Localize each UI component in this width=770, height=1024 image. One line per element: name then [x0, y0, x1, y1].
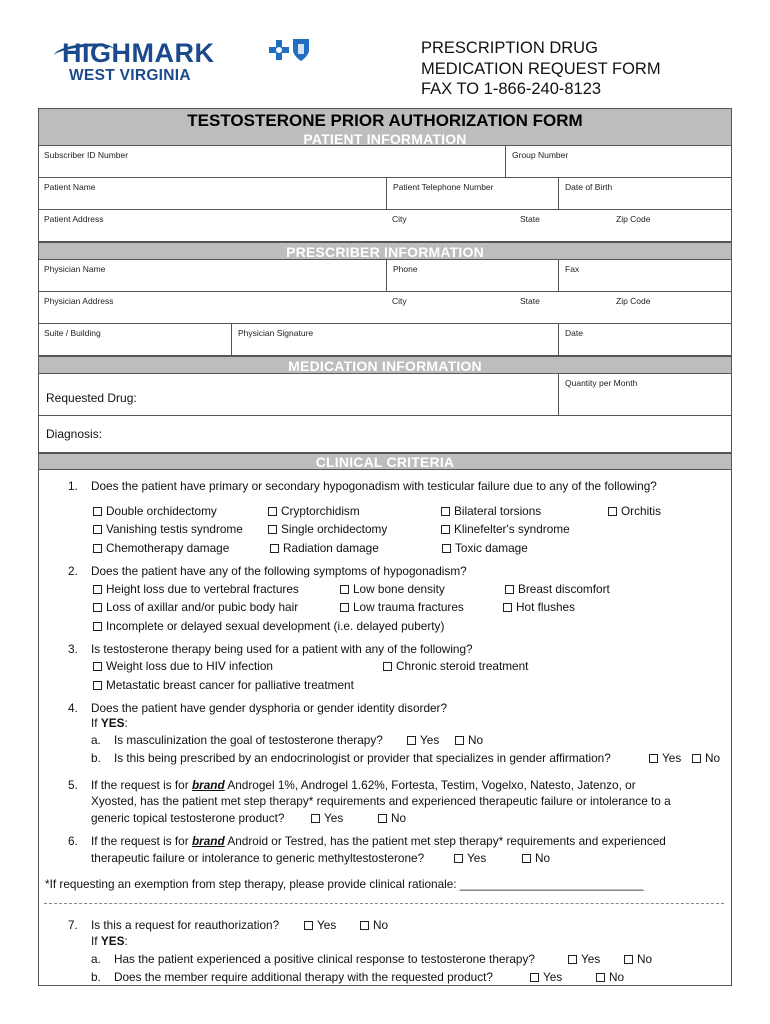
- question-4: 4. Does the patient have gender dysphoria or gender identity disorder?: [68, 701, 448, 715]
- question-3: 3. Is testosterone therapy being used for a patient with any of the following?: [68, 642, 473, 656]
- checkbox[interactable]: [93, 662, 102, 671]
- checkbox[interactable]: [93, 603, 102, 612]
- physician-state-field[interactable]: [514, 292, 610, 323]
- logo-region-text: WEST VIRGINIA: [69, 67, 191, 84]
- checkbox[interactable]: [268, 525, 277, 534]
- physician-fax-label: Fax: [565, 264, 580, 274]
- q1-option-10[interactable]: [442, 541, 528, 555]
- if-yes-bold: YES: [100, 716, 125, 730]
- highmark-logo: [54, 34, 269, 92]
- q1-option-7[interactable]: [441, 522, 570, 536]
- q2-option-2[interactable]: [340, 582, 445, 596]
- blue-cross-icon: [269, 40, 289, 60]
- patient-address-label: Patient Address: [44, 214, 104, 224]
- patient-address-field[interactable]: [38, 210, 386, 241]
- physician-name-label: Physician Name: [44, 264, 106, 274]
- patient-row-1: [38, 146, 732, 178]
- checkbox[interactable]: [270, 544, 279, 553]
- checkbox[interactable]: [311, 814, 320, 823]
- medication-band: [38, 356, 732, 374]
- physician-signature-label: Physician Signature: [238, 328, 314, 338]
- patient-name-label: Patient Name: [44, 182, 96, 192]
- yes-label: Yes: [324, 811, 344, 825]
- checkbox[interactable]: [454, 854, 463, 863]
- physician-address-field[interactable]: [38, 292, 386, 323]
- checkbox[interactable]: [93, 622, 102, 631]
- q6-line-1-rest: Android or Testred, has the patient met step therapy* requirements and experienced: [224, 834, 666, 848]
- q3-option-3-label: Metastatic breast cancer for palliative treatment: [106, 678, 354, 692]
- q2-option-4-label: Loss of axillar and/or pubic body hair: [106, 600, 299, 614]
- prescriber-row-3: [38, 324, 732, 356]
- q1-option-9[interactable]: [270, 541, 379, 555]
- physician-fax-field[interactable]: [558, 260, 732, 291]
- q5-brand: brand: [191, 778, 225, 792]
- no-label: No: [391, 811, 407, 825]
- q4b-yes[interactable]: [649, 751, 681, 765]
- q1-option-8-label: Chemotherapy damage: [106, 541, 230, 555]
- if-yes-suffix: :: [124, 716, 128, 730]
- checkbox[interactable]: [596, 973, 605, 982]
- medication-row-2: [38, 416, 732, 453]
- quantity-label: Quantity per Month: [565, 378, 638, 388]
- if-yes-bold: YES: [100, 934, 125, 948]
- checkbox[interactable]: [93, 544, 102, 553]
- prescriber-row-1: [38, 260, 732, 292]
- q1-option-3[interactable]: [441, 504, 541, 518]
- physician-state-label: State: [520, 296, 540, 306]
- requested-drug-label: Requested Drug:: [46, 391, 137, 405]
- q1-option-9-label: Radiation damage: [283, 541, 379, 555]
- patient-phone-field[interactable]: [386, 178, 558, 209]
- rationale-line[interactable]: [44, 903, 724, 904]
- diagnosis-label: Diagnosis:: [46, 427, 103, 441]
- checkbox[interactable]: [505, 585, 514, 594]
- q1-option-2-label: Cryptorchidism: [281, 504, 360, 518]
- question-6-line-2: therapeutic failure or intolerance to generic methyltestosterone?: [91, 851, 425, 865]
- question-5-line-3: generic topical testosterone product?: [91, 811, 285, 825]
- physician-phone-label: Phone: [393, 264, 418, 274]
- checkbox[interactable]: [692, 754, 701, 763]
- checkbox[interactable]: [649, 754, 658, 763]
- if-yes-prefix: If: [91, 716, 101, 730]
- patient-name-field[interactable]: [38, 178, 386, 209]
- q2-option-5[interactable]: [340, 600, 464, 614]
- question-4b: b. Is this being prescribed by an endocrinologist or provider that specializes in gender affirmation?: [91, 751, 611, 765]
- blue-shield-icon: [292, 38, 310, 62]
- checkbox[interactable]: [93, 681, 102, 690]
- q2-option-7-label: Incomplete or delayed sexual development (i.e. delayed puberty): [106, 619, 445, 633]
- medication-row-1: [38, 374, 732, 416]
- q7b-no[interactable]: [596, 970, 624, 984]
- q1-option-6-label: Single orchidectomy: [281, 522, 388, 536]
- yes-label: Yes: [662, 751, 682, 765]
- checkbox[interactable]: [441, 507, 450, 516]
- question-7a: a. Has the patient experienced a positive clinical response to testosterone therapy?: [91, 952, 535, 966]
- checkbox[interactable]: [568, 955, 577, 964]
- q2-option-4[interactable]: [93, 600, 298, 614]
- question-6-line-1: [68, 834, 666, 848]
- physician-name-field[interactable]: [38, 260, 386, 291]
- header-line-2: MEDICATION REQUEST FORM: [421, 59, 661, 78]
- no-label: No: [705, 751, 721, 765]
- title-band: [38, 108, 732, 146]
- q3-option-2-label: Chronic steroid treatment: [396, 659, 529, 673]
- no-label: No: [468, 733, 484, 747]
- patient-city-field[interactable]: [386, 210, 514, 241]
- patient-zip-label: Zip Code: [616, 214, 651, 224]
- q2-option-6-label: Hot flushes: [516, 600, 576, 614]
- checkbox[interactable]: [624, 955, 633, 964]
- checkbox[interactable]: [442, 544, 451, 553]
- q7b-yes[interactable]: [530, 970, 562, 984]
- form-title: TESTOSTERONE PRIOR AUTHORIZATION FORM: [187, 111, 583, 130]
- q4b-no[interactable]: [692, 751, 720, 765]
- q5-line-1-rest: Androgel 1%, Androgel 1.62%, Fortesta, Testim, Vogelxo, Natesto, Jatenzo, or: [224, 778, 636, 792]
- q3-option-1[interactable]: [93, 659, 273, 673]
- patient-info-heading: PATIENT INFORMATION: [303, 131, 467, 147]
- question-7b: b. Does the member require additional therapy with the requested product?: [91, 970, 493, 984]
- checkbox[interactable]: [340, 603, 349, 612]
- subscriber-id-label: Subscriber ID Number: [44, 150, 129, 160]
- question-5-line-1: [68, 778, 636, 792]
- medication-info-heading: MEDICATION INFORMATION: [288, 358, 482, 374]
- prescriber-row-2: [38, 292, 732, 324]
- patient-zip-field[interactable]: [610, 210, 732, 241]
- prescriber-band: [38, 242, 732, 260]
- checkbox[interactable]: [407, 736, 416, 745]
- yes-label: Yes: [317, 918, 337, 932]
- q1-option-10-label: Toxic damage: [455, 541, 528, 555]
- prescriber-info-heading: PRESCRIBER INFORMATION: [286, 244, 484, 260]
- clinical-band: [38, 453, 732, 470]
- q7-yes[interactable]: [304, 918, 336, 932]
- no-label: No: [373, 918, 389, 932]
- patient-state-label: State: [520, 214, 540, 224]
- physician-zip-label: Zip Code: [616, 296, 651, 306]
- q2-option-2-label: Low bone density: [353, 582, 445, 596]
- question-4a: a. Is masculinization the goal of testosterone therapy?: [91, 733, 383, 747]
- checkbox[interactable]: [503, 603, 512, 612]
- q3-option-1-label: Weight loss due to HIV infection: [106, 659, 273, 673]
- checkbox[interactable]: [378, 814, 387, 823]
- q2-option-3[interactable]: [505, 582, 610, 596]
- patient-city-label: City: [392, 214, 407, 224]
- q1-option-4[interactable]: [608, 504, 661, 518]
- q1-option-7-label: Klinefelter's syndrome: [454, 522, 570, 536]
- q7-if-yes: [91, 934, 128, 948]
- q2-option-6[interactable]: [503, 600, 575, 614]
- physician-zip-field[interactable]: [610, 292, 732, 323]
- q1-option-4-label: Orchitis: [621, 504, 661, 518]
- q6-brand: brand: [191, 834, 225, 848]
- q2-option-1-label: Height loss due to vertebral fractures: [106, 582, 299, 596]
- q6-no[interactable]: [522, 851, 550, 865]
- subscriber-id-field[interactable]: [38, 146, 505, 177]
- yes-label: Yes: [543, 970, 563, 984]
- checkbox[interactable]: [383, 662, 392, 671]
- yes-label: Yes: [467, 851, 487, 865]
- checkbox[interactable]: [304, 921, 313, 930]
- signature-date-field[interactable]: [558, 324, 732, 355]
- logo-brand-text: HIGHMARK: [62, 38, 215, 68]
- dob-field[interactable]: [558, 178, 732, 209]
- q1-option-5[interactable]: [93, 522, 243, 536]
- question-2: 2. Does the patient have any of the following symptoms of hypogonadism?: [68, 564, 467, 578]
- checkbox[interactable]: [93, 507, 102, 516]
- quantity-field[interactable]: [558, 374, 732, 415]
- q4-if-yes: [91, 716, 128, 730]
- physician-signature-field[interactable]: [231, 324, 558, 355]
- if-yes-prefix: If: [91, 934, 101, 948]
- dob-label: Date of Birth: [565, 182, 613, 192]
- q5-prefix: 5. If the request is for: [68, 778, 192, 792]
- checkbox[interactable]: [268, 507, 277, 516]
- q7-no[interactable]: [360, 918, 388, 932]
- checkbox[interactable]: [93, 525, 102, 534]
- q6-yes[interactable]: [454, 851, 486, 865]
- q3-option-3[interactable]: [93, 678, 354, 692]
- if-yes-suffix: :: [124, 934, 128, 948]
- patient-phone-label: Patient Telephone Number: [393, 182, 494, 192]
- question-7: 7. Is this a request for reauthorization?: [68, 918, 280, 932]
- group-number-label: Group Number: [512, 150, 569, 160]
- no-label: No: [609, 970, 625, 984]
- q2-option-5-label: Low trauma fractures: [353, 600, 464, 614]
- question-1: 1. Does the patient have primary or secondary hypogonadism with testicular failure due to any of the following?: [68, 479, 657, 493]
- q7a-no[interactable]: [624, 952, 652, 966]
- q1-option-6[interactable]: [268, 522, 387, 536]
- physician-address-label: Physician Address: [44, 296, 114, 306]
- signature-date-label: Date: [565, 328, 583, 338]
- q1-option-5-label: Vanishing testis syndrome: [106, 522, 243, 536]
- form-header-text: [421, 38, 661, 100]
- q1-option-8[interactable]: [93, 541, 229, 555]
- checkbox[interactable]: [530, 973, 539, 982]
- q1-option-1[interactable]: [93, 504, 217, 518]
- checkbox[interactable]: [340, 585, 349, 594]
- q4a-no[interactable]: [455, 733, 483, 747]
- no-label: No: [535, 851, 551, 865]
- requested-drug-field[interactable]: [38, 374, 558, 415]
- q2-option-3-label: Breast discomfort: [518, 582, 610, 596]
- question-5-line-2: Xyosted, has the patient met step therapy* requirements and experienced therapeutic failure or intolerance to a: [91, 794, 671, 808]
- patient-state-field[interactable]: [514, 210, 610, 241]
- q1-option-1-label: Double orchidectomy: [106, 504, 217, 518]
- header-line-1: PRESCRIPTION DRUG: [421, 39, 598, 57]
- q2-option-7[interactable]: [93, 619, 444, 633]
- q2-option-1[interactable]: [93, 582, 299, 596]
- q7a-yes[interactable]: [568, 952, 600, 966]
- checkbox[interactable]: [455, 736, 464, 745]
- yes-label: Yes: [420, 733, 440, 747]
- yes-label: Yes: [581, 952, 601, 966]
- group-number-field[interactable]: [505, 146, 732, 177]
- checkbox[interactable]: [441, 525, 450, 534]
- q5-no[interactable]: [378, 811, 406, 825]
- diagnosis-field[interactable]: [38, 416, 732, 452]
- header-line-3: FAX TO 1-866-240-8123: [421, 80, 602, 98]
- checkbox[interactable]: [360, 921, 369, 930]
- q1-option-3-label: Bilateral torsions: [454, 504, 542, 518]
- patient-row-2: [38, 178, 732, 210]
- no-label: No: [637, 952, 653, 966]
- checkbox[interactable]: [522, 854, 531, 863]
- physician-phone-field[interactable]: [386, 260, 558, 291]
- q4a-yes[interactable]: [407, 733, 439, 747]
- physician-city-field[interactable]: [386, 292, 514, 323]
- step-therapy-rationale[interactable]: *If requesting an exemption from step therapy, please provide clinical rationale: ____________________________: [45, 877, 644, 891]
- suite-field[interactable]: [38, 324, 231, 355]
- suite-label: Suite / Building: [44, 328, 101, 338]
- q5-yes[interactable]: [311, 811, 343, 825]
- clinical-criteria-heading: CLINICAL CRITERIA: [315, 454, 455, 470]
- q6-prefix: 6. If the request is for: [68, 834, 192, 848]
- physician-city-label: City: [392, 296, 407, 306]
- patient-row-3: [38, 210, 732, 242]
- checkbox[interactable]: [93, 585, 102, 594]
- q3-option-2[interactable]: [383, 659, 528, 673]
- q1-option-2[interactable]: [268, 504, 360, 518]
- checkbox[interactable]: [608, 507, 617, 516]
